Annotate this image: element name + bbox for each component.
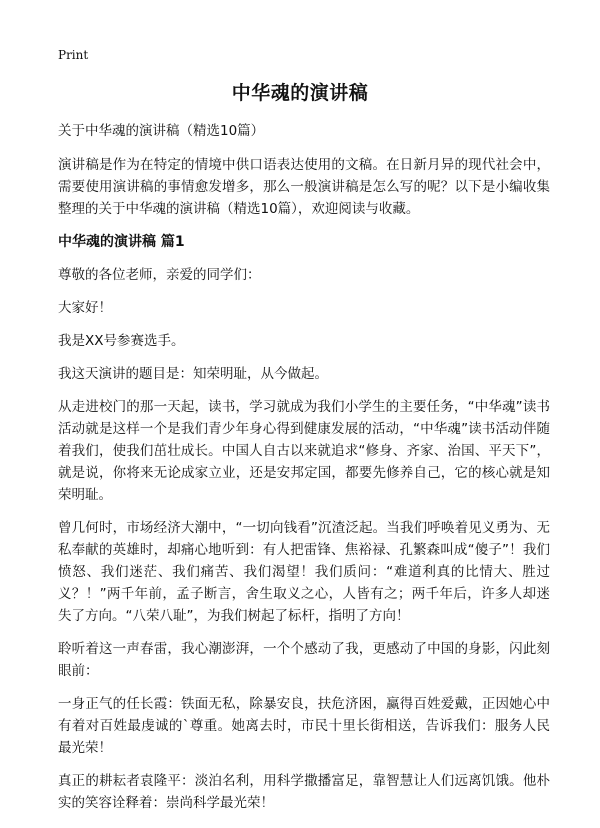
- page-title: 中华魂的演讲稿: [231, 82, 369, 104]
- body-paragraph: 聆听着这一声春雷，我心潮澎湃，一个个感动了我，更感动了中国的身影，闪此刻眼前：: [58, 641, 550, 679]
- greeting-paragraph: 尊敬的各位老师，亲爱的同学们：: [58, 267, 261, 283]
- section-heading: 中华魂的演讲稿 篇1: [58, 234, 185, 250]
- print-link[interactable]: Print: [58, 48, 89, 62]
- article-body: [58, 120, 550, 825]
- hello-paragraph: 大家好！: [58, 300, 112, 316]
- intro-paragraph: 演讲稿是作为在特定的情境中供口语表达使用的文稿。在日新月异的现代社会中，需要使用演讲稿的事情愈发增多，那么一般演讲稿是怎么写的呢？以下是小编收集整理的关于中华魂的演讲稿（精选10篇），欢迎阅读与收藏。: [58, 157, 550, 217]
- body-paragraph: 一身正气的任长霞：铁面无私，除暴安良，扶危济困，赢得百姓爱戴，正因她心中有着对百姓最虔诚的`尊重。她离去时，市民十里长街相送，告诉我们：服务人民最光荣！: [58, 696, 550, 756]
- contestant-paragraph: 我是XX号参赛选手。: [58, 333, 185, 349]
- body-paragraph: 真正的耕耘者袁隆平：淡泊名利，用科学撒播富足，靠智慧让人们远离饥饿。他朴实的笑容诠释着：崇尚科学最光荣！: [58, 773, 550, 811]
- article-subtitle: 关于中华魂的演讲稿（精选10篇）: [58, 123, 265, 139]
- body-paragraph: 从走进校门的那一天起，读书，学习就成为我们小学生的主要任务，“中华魂”读书活动就是这样一个是我们青少年身心得到健康发展的活动，“中华魂”读书活动伴随着我们，使我们茁壮成长。中国人自古以来就追求“修身、齐家、治国、平天下”，就是说，你将来无论成家立业，还是安邦定国，都要先修养自己，它的核心就是知荣明耻。: [58, 399, 550, 503]
- topic-paragraph: 我这天演讲的题目是：知荣明耻，从今做起。: [58, 366, 328, 382]
- body-paragraph: 曾几何时，市场经济大潮中，“一切向钱看”沉渣泛起。当我们呼唤着见义勇为、无私奉献的英雄时，却痛心地听到：有人把雷锋、焦裕禄、孔繁森叫成“傻子”！我们愤怒、我们迷茫、我们痛苦、我们渴望！我们质问：“难道利真的比情大、胜过义？！”两千年前，孟子断言，舍生取义之心，人皆有之；两千年后，许多人却迷失了方向。“八荣八耻”，为我们树起了标杆，指明了方向！: [58, 520, 550, 624]
